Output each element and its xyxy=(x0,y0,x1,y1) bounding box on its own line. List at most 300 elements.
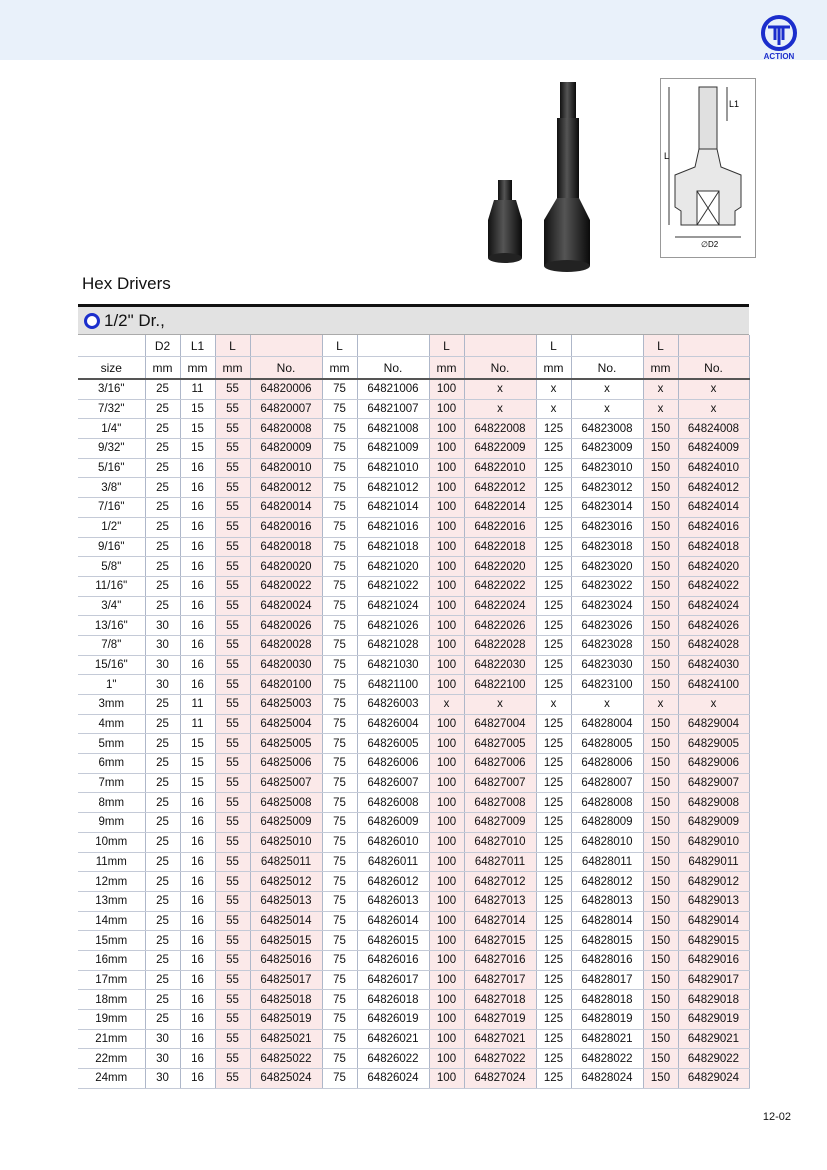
table-cell: 64829018 xyxy=(678,990,749,1010)
table-cell: 25 xyxy=(145,734,180,754)
table-cell: 64824100 xyxy=(678,675,749,695)
table-cell: 55 xyxy=(215,911,250,931)
table-cell: 25 xyxy=(145,478,180,498)
table-row xyxy=(78,813,749,833)
table-cell: 125 xyxy=(536,734,571,754)
table-cell: 64820016 xyxy=(250,517,322,537)
table-cell: 150 xyxy=(643,498,678,518)
table-cell: 75 xyxy=(322,419,357,439)
size-cell: 7/8" xyxy=(78,635,145,655)
table-cell: 55 xyxy=(215,517,250,537)
table-row xyxy=(78,458,749,478)
table-cell: 125 xyxy=(536,891,571,911)
table-cell: 75 xyxy=(322,1069,357,1089)
table-cell: 64822020 xyxy=(464,557,536,577)
table-cell: 55 xyxy=(215,891,250,911)
table-cell: 55 xyxy=(215,399,250,419)
table-cell: 75 xyxy=(322,695,357,715)
table-cell: 55 xyxy=(215,734,250,754)
size-cell: 7/16" xyxy=(78,498,145,518)
page-number: 12-02 xyxy=(762,1111,791,1123)
table-cell: 100 xyxy=(429,439,464,459)
header-cell xyxy=(357,335,429,357)
section-header xyxy=(78,307,749,335)
table-cell: 64824026 xyxy=(678,616,749,636)
table-cell: 125 xyxy=(536,1010,571,1030)
table-cell: 64829010 xyxy=(678,832,749,852)
dimension-diagram xyxy=(660,78,756,258)
table-cell: 64821008 xyxy=(357,419,429,439)
table-cell: 150 xyxy=(643,557,678,577)
table-cell: 64828015 xyxy=(571,931,643,951)
table-cell: 64824024 xyxy=(678,596,749,616)
table-cell: 55 xyxy=(215,675,250,695)
table-cell: 30 xyxy=(145,635,180,655)
table-cell: 55 xyxy=(215,596,250,616)
table-cell: 30 xyxy=(145,616,180,636)
table-cell: 64827008 xyxy=(464,793,536,813)
table-cell: 64828012 xyxy=(571,872,643,892)
table-cell: 16 xyxy=(180,990,215,1010)
table-cell: 64821016 xyxy=(357,517,429,537)
table-cell: 64822100 xyxy=(464,675,536,695)
table-cell: 64820012 xyxy=(250,478,322,498)
table-cell: 16 xyxy=(180,576,215,596)
table-row xyxy=(78,1049,749,1069)
table-cell: 25 xyxy=(145,990,180,1010)
table-cell: 64827004 xyxy=(464,714,536,734)
table-cell: 150 xyxy=(643,616,678,636)
table-cell: 75 xyxy=(322,714,357,734)
table-cell: 64823009 xyxy=(571,439,643,459)
table-cell: 64829014 xyxy=(678,911,749,931)
table-cell: 55 xyxy=(215,498,250,518)
table-cell: 64828011 xyxy=(571,852,643,872)
size-cell: 15mm xyxy=(78,931,145,951)
table-row xyxy=(78,832,749,852)
table-cell: 125 xyxy=(536,439,571,459)
table-cell: 55 xyxy=(215,832,250,852)
table-cell: 64826024 xyxy=(357,1069,429,1089)
header-cell xyxy=(571,335,643,357)
table-cell: 64828024 xyxy=(571,1069,643,1089)
table-row xyxy=(78,576,749,596)
table-cell: 64824028 xyxy=(678,635,749,655)
table-cell: 64824022 xyxy=(678,576,749,596)
table-cell: x xyxy=(571,379,643,399)
table-cell: 150 xyxy=(643,1069,678,1089)
table-cell: 25 xyxy=(145,439,180,459)
table-cell: 125 xyxy=(536,576,571,596)
table-cell: 64823018 xyxy=(571,537,643,557)
table-cell: 100 xyxy=(429,655,464,675)
table-cell: 64821030 xyxy=(357,655,429,675)
table-cell: 64825006 xyxy=(250,754,322,774)
table-cell: 150 xyxy=(643,872,678,892)
table-cell: 25 xyxy=(145,754,180,774)
table-cell: 16 xyxy=(180,793,215,813)
header-cell xyxy=(250,335,322,357)
hex-driver-table xyxy=(78,335,750,1089)
table-cell: 64821006 xyxy=(357,379,429,399)
table-cell: 30 xyxy=(145,655,180,675)
table-cell: 25 xyxy=(145,537,180,557)
size-cell: 11mm xyxy=(78,852,145,872)
table-cell: 64827024 xyxy=(464,1069,536,1089)
table-cell: 75 xyxy=(322,1029,357,1049)
table-cell: 64827012 xyxy=(464,872,536,892)
table-cell: 150 xyxy=(643,813,678,833)
size-cell: 9/16" xyxy=(78,537,145,557)
table-cell: 25 xyxy=(145,557,180,577)
size-cell: 1/2" xyxy=(78,517,145,537)
table-cell: 64828017 xyxy=(571,970,643,990)
logo-text: ACTION xyxy=(763,52,795,61)
table-cell: 16 xyxy=(180,478,215,498)
table-cell: 64828005 xyxy=(571,734,643,754)
table-cell: x xyxy=(643,695,678,715)
table-cell: 75 xyxy=(322,498,357,518)
table-cell: 55 xyxy=(215,635,250,655)
table-cell: 64828016 xyxy=(571,950,643,970)
table-cell: 25 xyxy=(145,714,180,734)
table-row xyxy=(78,596,749,616)
table-row xyxy=(78,734,749,754)
table-cell: 100 xyxy=(429,950,464,970)
header-cell: mm xyxy=(215,357,250,380)
table-cell: 125 xyxy=(536,852,571,872)
table-cell: 55 xyxy=(215,695,250,715)
table-cell: 125 xyxy=(536,970,571,990)
top-band xyxy=(0,0,827,60)
size-cell: 18mm xyxy=(78,990,145,1010)
table-cell: 64820100 xyxy=(250,675,322,695)
table-cell: 16 xyxy=(180,635,215,655)
table-cell: x xyxy=(571,695,643,715)
table-cell: 100 xyxy=(429,478,464,498)
table-cell: 150 xyxy=(643,1049,678,1069)
table-cell: 150 xyxy=(643,950,678,970)
size-cell: 15/16" xyxy=(78,655,145,675)
table-cell: 150 xyxy=(643,537,678,557)
size-cell: 19mm xyxy=(78,1010,145,1030)
table-cell: 125 xyxy=(536,1029,571,1049)
table-cell: 150 xyxy=(643,832,678,852)
table-cell: 64826008 xyxy=(357,793,429,813)
table-cell: 64825017 xyxy=(250,970,322,990)
table-cell: 25 xyxy=(145,852,180,872)
table-cell: 64828022 xyxy=(571,1049,643,1069)
table-cell: 55 xyxy=(215,714,250,734)
header-cell: No. xyxy=(571,357,643,380)
table-cell: 16 xyxy=(180,517,215,537)
table-cell: 64826016 xyxy=(357,950,429,970)
table-cell: 55 xyxy=(215,379,250,399)
table-cell: 100 xyxy=(429,635,464,655)
table-cell: 64826006 xyxy=(357,754,429,774)
table-cell: 100 xyxy=(429,773,464,793)
table-cell: 16 xyxy=(180,911,215,931)
table-cell: 64822010 xyxy=(464,458,536,478)
table-cell: 64829022 xyxy=(678,1049,749,1069)
header-cell: No. xyxy=(678,357,749,380)
table-cell: 16 xyxy=(180,950,215,970)
table-cell: 64821024 xyxy=(357,596,429,616)
table-cell: 16 xyxy=(180,1010,215,1030)
table-cell: 150 xyxy=(643,458,678,478)
table-row xyxy=(78,655,749,675)
table-cell: 64825012 xyxy=(250,872,322,892)
table-cell: 25 xyxy=(145,911,180,931)
table-cell: 150 xyxy=(643,635,678,655)
table-cell: 100 xyxy=(429,517,464,537)
table-cell: 64826003 xyxy=(357,695,429,715)
table-cell: 64820018 xyxy=(250,537,322,557)
table-cell: 64826022 xyxy=(357,1049,429,1069)
table-cell: 64821009 xyxy=(357,439,429,459)
header-cell xyxy=(78,335,145,357)
table-cell: 64827015 xyxy=(464,931,536,951)
table-cell: 64820007 xyxy=(250,399,322,419)
table-cell: x xyxy=(429,695,464,715)
table-cell: 125 xyxy=(536,714,571,734)
table-cell: 64824020 xyxy=(678,557,749,577)
ring-icon xyxy=(84,313,100,329)
table-cell: 150 xyxy=(643,439,678,459)
header-cell: D2 xyxy=(145,335,180,357)
table-cell: 64820008 xyxy=(250,419,322,439)
table-row xyxy=(78,754,749,774)
table-cell: 64823016 xyxy=(571,517,643,537)
table-cell: 30 xyxy=(145,1029,180,1049)
table-cell: 16 xyxy=(180,832,215,852)
header-cell: mm xyxy=(536,357,571,380)
table-cell: 64827016 xyxy=(464,950,536,970)
table-cell: 64820014 xyxy=(250,498,322,518)
table-row xyxy=(78,931,749,951)
table-cell: 64823028 xyxy=(571,635,643,655)
table-cell: 100 xyxy=(429,1049,464,1069)
table-cell: 75 xyxy=(322,754,357,774)
table-cell: 125 xyxy=(536,793,571,813)
table-cell: 64828010 xyxy=(571,832,643,852)
table-cell: 125 xyxy=(536,813,571,833)
table-row xyxy=(78,478,749,498)
table-cell: 55 xyxy=(215,616,250,636)
table-cell: x xyxy=(571,399,643,419)
header-cell: mm xyxy=(180,357,215,380)
table-cell: 75 xyxy=(322,596,357,616)
table-cell: 64823014 xyxy=(571,498,643,518)
header-row-dimensions xyxy=(78,335,749,357)
size-cell: 10mm xyxy=(78,832,145,852)
table-cell: 64821100 xyxy=(357,675,429,695)
table-cell: 16 xyxy=(180,1029,215,1049)
table-cell: 100 xyxy=(429,852,464,872)
table-cell: 15 xyxy=(180,754,215,774)
table-cell: 64828014 xyxy=(571,911,643,931)
table-cell: 100 xyxy=(429,970,464,990)
header-cell: No. xyxy=(357,357,429,380)
table-cell: 15 xyxy=(180,419,215,439)
table-cell: 64829004 xyxy=(678,714,749,734)
table-cell: 25 xyxy=(145,695,180,715)
table-cell: 150 xyxy=(643,734,678,754)
table-cell: 25 xyxy=(145,970,180,990)
table-cell: 100 xyxy=(429,537,464,557)
table-cell: 150 xyxy=(643,754,678,774)
table-cell: 64825005 xyxy=(250,734,322,754)
table-row xyxy=(78,970,749,990)
table-cell: 125 xyxy=(536,832,571,852)
table-cell: 64827022 xyxy=(464,1049,536,1069)
table-row xyxy=(78,498,749,518)
table-cell: 64827018 xyxy=(464,990,536,1010)
size-cell: 3/4" xyxy=(78,596,145,616)
table-cell: 55 xyxy=(215,458,250,478)
table-cell: 75 xyxy=(322,990,357,1010)
table-cell: 75 xyxy=(322,931,357,951)
table-cell: 125 xyxy=(536,498,571,518)
table-cell: 150 xyxy=(643,1029,678,1049)
size-cell: 3mm xyxy=(78,695,145,715)
table-cell: 125 xyxy=(536,616,571,636)
table-cell: 64828019 xyxy=(571,1010,643,1030)
table-cell: 64820024 xyxy=(250,596,322,616)
table-cell: 64825010 xyxy=(250,832,322,852)
table-cell: 64820010 xyxy=(250,458,322,478)
table-cell: 75 xyxy=(322,734,357,754)
size-cell: 14mm xyxy=(78,911,145,931)
table-cell: 125 xyxy=(536,635,571,655)
table-cell: 64820022 xyxy=(250,576,322,596)
size-cell: 21mm xyxy=(78,1029,145,1049)
table-cell: 16 xyxy=(180,498,215,518)
table-cell: 64823008 xyxy=(571,419,643,439)
table-cell: 100 xyxy=(429,557,464,577)
table-row xyxy=(78,793,749,813)
size-cell: 13mm xyxy=(78,891,145,911)
table-body xyxy=(78,379,749,1088)
table-cell: 64829016 xyxy=(678,950,749,970)
table-cell: 150 xyxy=(643,793,678,813)
size-cell: 7mm xyxy=(78,773,145,793)
table-cell: 64825004 xyxy=(250,714,322,734)
table-cell: 150 xyxy=(643,990,678,1010)
size-cell: 13/16" xyxy=(78,616,145,636)
table-cell: 125 xyxy=(536,478,571,498)
table-cell: 64829012 xyxy=(678,872,749,892)
table-cell: 16 xyxy=(180,1069,215,1089)
table-cell: 64824018 xyxy=(678,537,749,557)
table-cell: 75 xyxy=(322,675,357,695)
table-cell: 100 xyxy=(429,754,464,774)
table-cell: 75 xyxy=(322,832,357,852)
table-cell: 25 xyxy=(145,891,180,911)
table-cell: 25 xyxy=(145,773,180,793)
table-row xyxy=(78,891,749,911)
table-cell: 55 xyxy=(215,872,250,892)
table-cell: 64826019 xyxy=(357,1010,429,1030)
table-row xyxy=(78,557,749,577)
table-cell: 64827009 xyxy=(464,813,536,833)
table-cell: 64824012 xyxy=(678,478,749,498)
table-cell: 100 xyxy=(429,891,464,911)
table-cell: 64823026 xyxy=(571,616,643,636)
table-cell: 100 xyxy=(429,911,464,931)
table-cell: 100 xyxy=(429,931,464,951)
table-cell: 64825003 xyxy=(250,695,322,715)
table-cell: 75 xyxy=(322,557,357,577)
table-cell: 64821018 xyxy=(357,537,429,557)
table-cell: 55 xyxy=(215,557,250,577)
table-cell: 150 xyxy=(643,970,678,990)
table-cell: 64826005 xyxy=(357,734,429,754)
table-cell: 64822008 xyxy=(464,419,536,439)
table-row xyxy=(78,852,749,872)
table-cell: 64825019 xyxy=(250,1010,322,1030)
table-cell: 15 xyxy=(180,734,215,754)
table-cell: 125 xyxy=(536,655,571,675)
dim-label-l: L xyxy=(664,151,670,161)
table-cell: 75 xyxy=(322,911,357,931)
table-cell: 64826009 xyxy=(357,813,429,833)
table-cell: 64821007 xyxy=(357,399,429,419)
table-cell: 64829011 xyxy=(678,852,749,872)
table-cell: 64829009 xyxy=(678,813,749,833)
header-cell: L xyxy=(429,335,464,357)
table-cell: 100 xyxy=(429,714,464,734)
table-cell: 75 xyxy=(322,616,357,636)
table-cell: 100 xyxy=(429,576,464,596)
table-row xyxy=(78,773,749,793)
table-cell: 150 xyxy=(643,576,678,596)
table-cell: 64826013 xyxy=(357,891,429,911)
table-cell: 64823100 xyxy=(571,675,643,695)
table-cell: 150 xyxy=(643,517,678,537)
table-cell: 55 xyxy=(215,990,250,1010)
table-cell: 64822014 xyxy=(464,498,536,518)
table-cell: 150 xyxy=(643,931,678,951)
table-row xyxy=(78,537,749,557)
table-cell: 75 xyxy=(322,655,357,675)
table-cell: 64825007 xyxy=(250,773,322,793)
table-cell: 100 xyxy=(429,1010,464,1030)
table-cell: 150 xyxy=(643,911,678,931)
table-cell: 30 xyxy=(145,1069,180,1089)
header-cell: mm xyxy=(145,357,180,380)
table-row xyxy=(78,695,749,715)
table-cell: 64827017 xyxy=(464,970,536,990)
table-cell: 64820030 xyxy=(250,655,322,675)
table-cell: 125 xyxy=(536,517,571,537)
table-cell: 75 xyxy=(322,537,357,557)
table-cell: 64823022 xyxy=(571,576,643,596)
table-cell: 64825008 xyxy=(250,793,322,813)
table-cell: 64828018 xyxy=(571,990,643,1010)
table-cell: 16 xyxy=(180,557,215,577)
table-cell: 64826011 xyxy=(357,852,429,872)
table-cell: 125 xyxy=(536,537,571,557)
table-cell: 100 xyxy=(429,813,464,833)
header-row-units xyxy=(78,357,749,380)
table-cell: x xyxy=(536,379,571,399)
table-cell: 64824030 xyxy=(678,655,749,675)
table-cell: 25 xyxy=(145,1010,180,1030)
table-cell: 64829017 xyxy=(678,970,749,990)
table-cell: 64829021 xyxy=(678,1029,749,1049)
table-cell: 55 xyxy=(215,931,250,951)
